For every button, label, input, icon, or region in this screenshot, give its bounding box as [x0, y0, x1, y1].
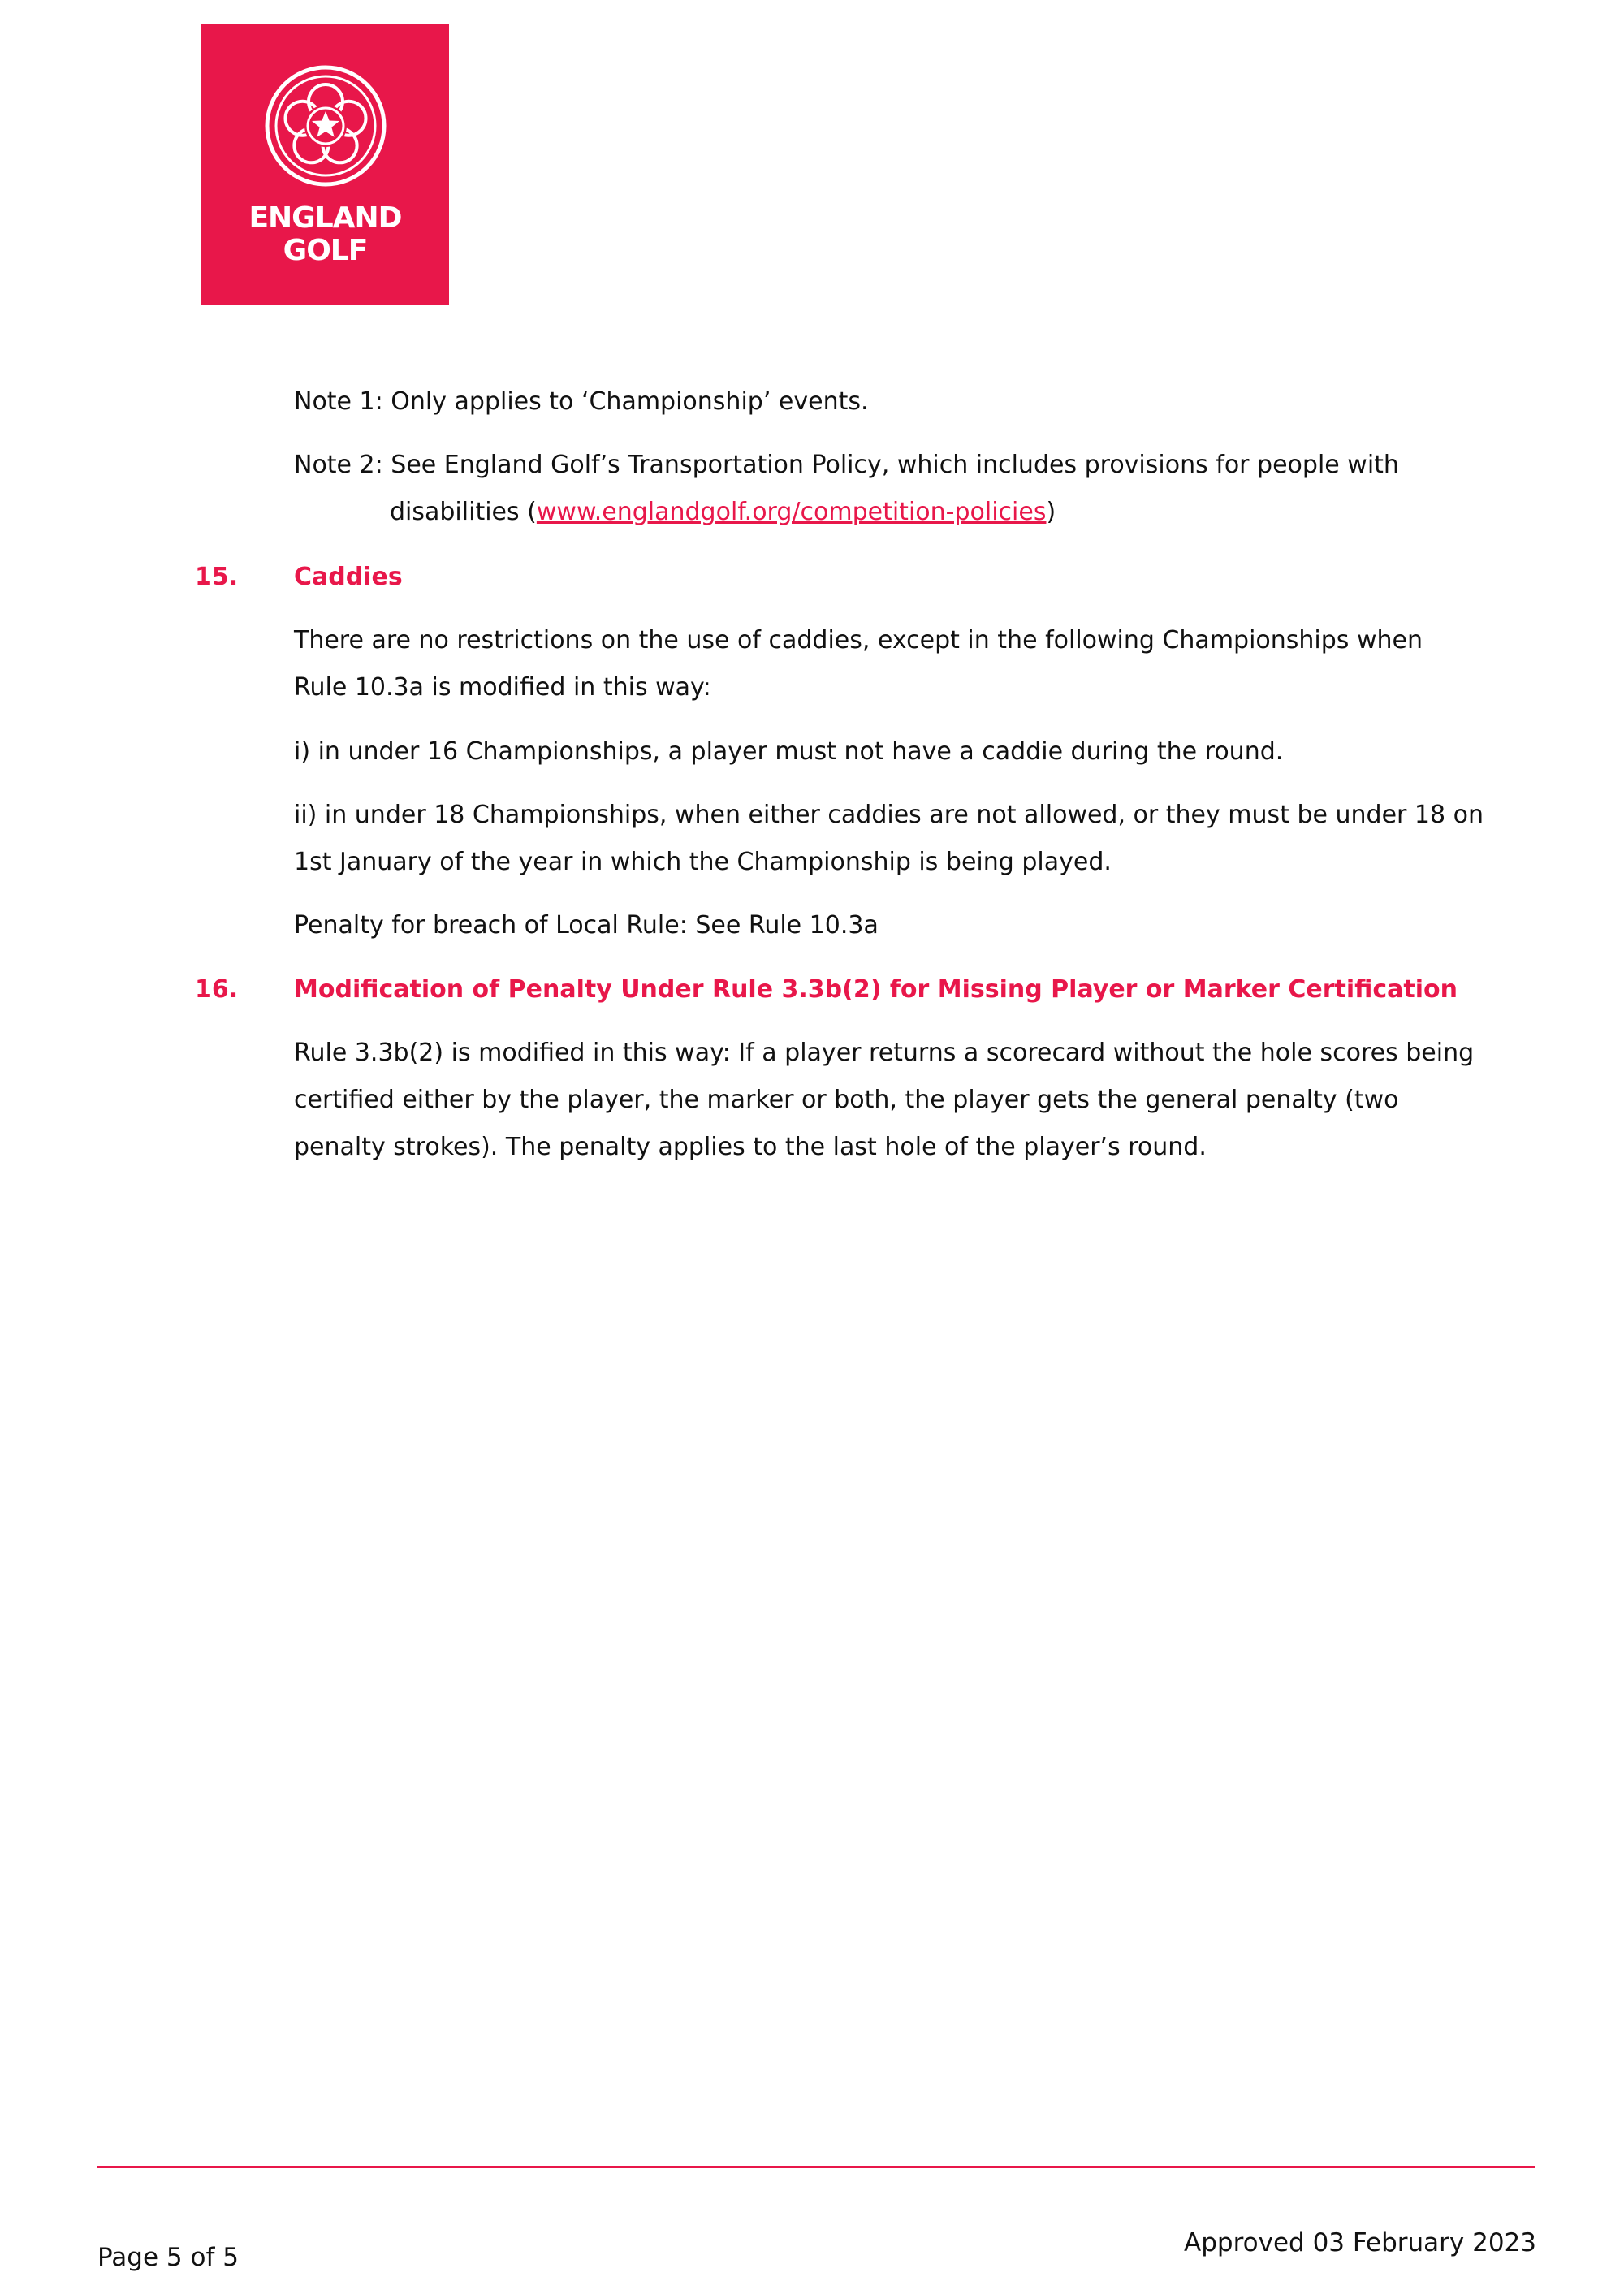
- competition-policies-link[interactable]: www.englandgolf.org/competition-policies: [536, 498, 1047, 526]
- section-16-line-1: Rule 3.3b(2) is modified in this way: If a player returns a scorecard without the hole scores being: [294, 1039, 1475, 1067]
- section-15-title: Caddies: [294, 563, 403, 591]
- section-15-para-1-line-2: Rule 10.3a is modified in this way:: [294, 673, 711, 702]
- section-16-title: Modification of Penalty Under Rule 3.3b(2) for Missing Player or Marker Certification: [294, 975, 1458, 1004]
- note-1: Note 1: Only applies to ‘Championship’ events.: [294, 387, 869, 416]
- tudor-rose-icon: [264, 64, 387, 188]
- footer-divider: [97, 2166, 1535, 2168]
- section-16-line-2: certified either by the player, the marker or both, the player gets the general penalty (two: [294, 1086, 1399, 1114]
- note-2-line-1: Note 2: See England Golf’s Transportation Policy, which includes provisions for people with: [294, 451, 1399, 479]
- section-16-number: 16.: [195, 975, 239, 1004]
- note-2-prefix: disabilities (: [390, 498, 537, 526]
- section-15-para-1-line-1: There are no restrictions on the use of caddies, except in the following Championships when: [294, 626, 1423, 655]
- section-15-penalty: Penalty for breach of Local Rule: See Rule 10.3a: [294, 911, 879, 940]
- note-2-line-2: [390, 489, 1056, 536]
- approval-date: Approved 03 February 2023: [1184, 2228, 1536, 2257]
- logo-text-golf: GOLF: [283, 234, 368, 267]
- section-15-number: 15.: [195, 563, 239, 591]
- section-15-item-i: i) in under 16 Championships, a player must not have a caddie during the round.: [294, 737, 1284, 766]
- logo-text-england: ENGLAND: [248, 201, 402, 235]
- page-number: Page 5 of 5: [97, 2243, 239, 2272]
- section-15-item-ii-line-1: ii) in under 18 Championships, when either caddies are not allowed, or they must be under 18 on: [294, 801, 1484, 829]
- note-2-suffix: ): [1046, 498, 1056, 526]
- england-golf-logo: [201, 24, 449, 305]
- section-16-line-3: penalty strokes). The penalty applies to the last hole of the player’s round.: [294, 1133, 1207, 1161]
- section-15-item-ii-line-2: 1st January of the year in which the Championship is being played.: [294, 848, 1112, 876]
